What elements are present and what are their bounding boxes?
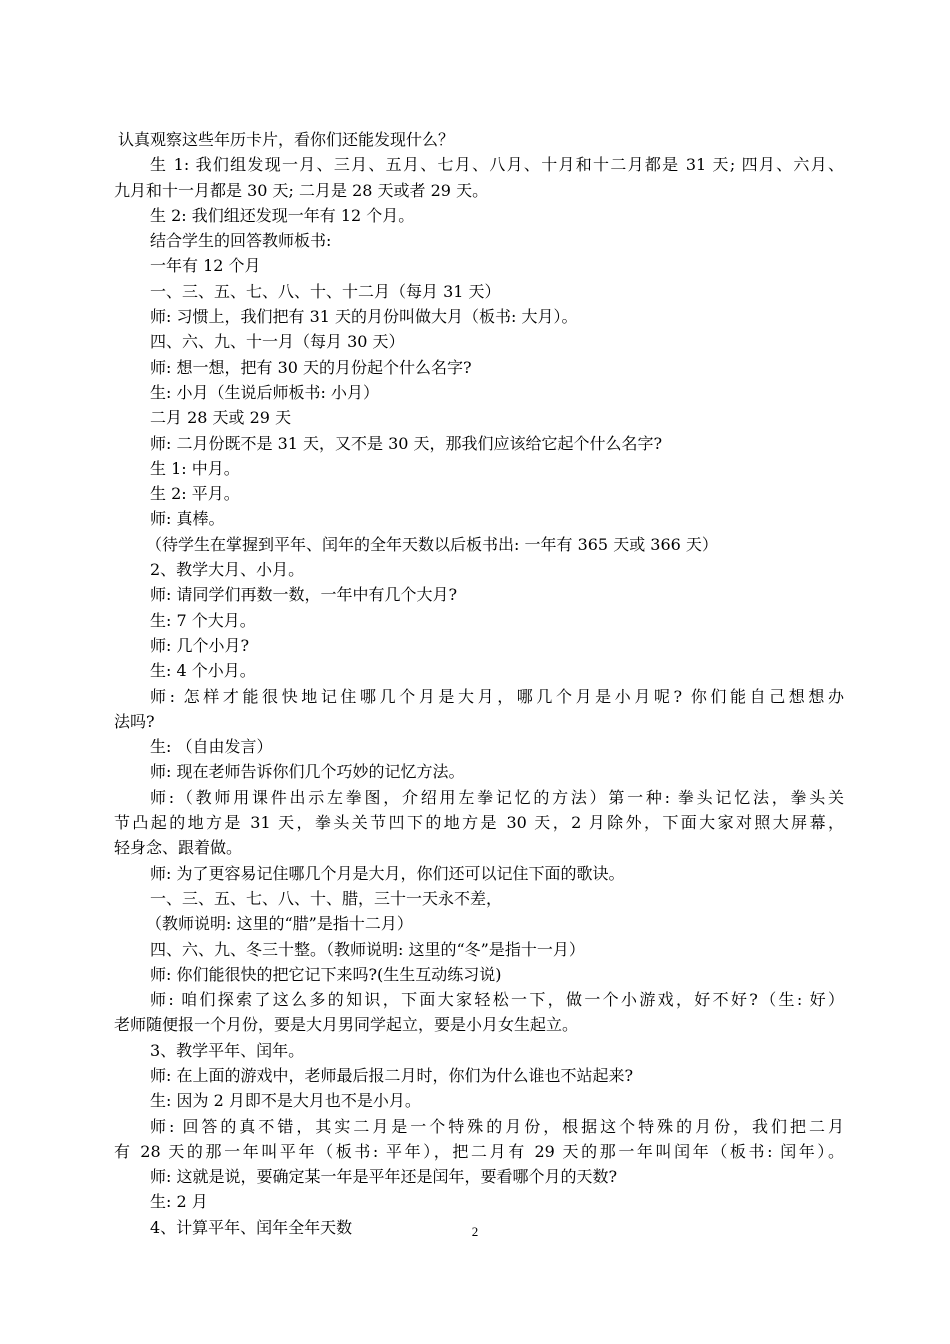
text-line: 有 28 天的那一年叫平年（板书: 平年），把二月有 29 天的那一年叫闰年（板书: 闰年）。 — [114, 1141, 844, 1161]
text-line: 结合学生的回答教师板书: — [150, 231, 332, 251]
text-line: 九月和十一月都是 30 天; 二月是 28 天或者 29 天。 — [114, 180, 489, 200]
body-text — [114, 127, 844, 1240]
text-line: 四、六、九、冬三十整。（教师说明: 这里的“冬”是指十一月） — [150, 939, 585, 959]
text-line: 生 2: 平月。 — [150, 484, 240, 504]
text-line: 师:（教师用课件出示左拳图，介绍用左拳记忆的方法）第一种: 拳头记忆法，拳头关 — [150, 787, 844, 807]
text-line: 一、三、五、七、八、十、十二月（每月 31 天） — [150, 281, 501, 301]
text-line: 生 1: 中月。 — [150, 458, 240, 478]
text-line: 轻身念、跟着做。 — [114, 838, 243, 858]
text-line: 师: 习惯上，我们把有 31 天的月份叫做大月（板书: 大月）。 — [150, 307, 578, 327]
text-line: 师: 请同学们再数一数，一年中有几个大月? — [150, 585, 458, 605]
text-line: 3、教学平年、闰年。 — [150, 1040, 305, 1060]
text-line: 生: 小月（生说后师板书: 小月） — [150, 382, 379, 402]
text-line: 四、六、九、十一月（每月 30 天） — [150, 332, 405, 352]
text-line: 老师随便报一个月份，要是大月男同学起立，要是小月女生起立。 — [114, 1015, 579, 1035]
text-line: 师: 在上面的游戏中，老师最后报二月时，你们为什么谁也不站起来? — [150, 1065, 634, 1085]
text-line: 一年有 12 个月 — [150, 256, 261, 276]
text-line: 师: 你们能很快的把它记下来吗?(生生互动练习说) — [150, 964, 502, 984]
text-line: 师: 现在老师告诉你们几个巧妙的记忆方法。 — [150, 762, 465, 782]
text-line: 4、计算平年、闰年全年天数 — [150, 1217, 353, 1237]
text-line: 师: 真棒。 — [150, 509, 225, 529]
text-line: 法吗? — [114, 711, 155, 731]
text-line: 师: 几个小月? — [150, 635, 250, 655]
text-line: 认真观察这些年历卡片，看你们还能发现什么？ — [118, 130, 455, 149]
text-line: 生: 7 个大月。 — [150, 610, 256, 630]
text-line: 生: 4 个小月。 — [150, 661, 256, 681]
text-line: 师: 咱们探索了这么多的知识，下面大家轻松一下，做一个小游戏，好不好?（生: 好） — [150, 990, 844, 1010]
text-line: 师: 回答的真不错，其实二月是一个特殊的月份，根据这个特殊的月份，我们把二月 — [150, 1116, 844, 1136]
text-line: 2、教学大月、小月。 — [150, 560, 305, 580]
text-line: 师: 这就是说，要确定某一年是平年还是闰年，要看哪个月的天数? — [150, 1167, 618, 1187]
text-line: （教师说明: 这里的“腊”是指十二月） — [146, 914, 413, 934]
text-line: 师: 想一想，把有 30 天的月份起个什么名字? — [150, 357, 472, 377]
text-line: 师: 怎样才能很快地记住哪几个月是大月，哪几个月是小月呢? 你们能自己想想办 — [150, 686, 844, 706]
text-line: 一、三、五、七、八、十、腊，三十一天永不差， — [150, 888, 503, 908]
text-line: 生: 2 月 — [150, 1192, 208, 1212]
text-line: 师: 二月份既不是 31 天，又不是 30 天，那我们应该给它起个什么名字? — [150, 433, 663, 453]
text-line: 节凸起的地方是 31 天，拳头关节凹下的地方是 30 天，2 月除外，下面大家对照大屏幕， — [114, 813, 844, 833]
text-line: 生: 因为 2 月即不是大月也不是小月。 — [150, 1091, 421, 1111]
text-line: 师: 为了更容易记住哪几个月是大月，你们还可以记住下面的歌诀。 — [150, 863, 625, 883]
text-line: 生 2: 我们组还发现一年有 12 个月。 — [150, 205, 415, 225]
text-line: 生 1: 我们组发现一月、三月、五月、七月、八月、十月和十二月都是 31 天; 四月、六月、 — [150, 155, 844, 175]
text-line: 生: （自由发言） — [150, 737, 273, 757]
text-line: （待学生在掌握到平年、闰年的全年天数以后板书出: 一年有 365 天或 366 天） — [146, 534, 718, 554]
page-number: 2 — [471, 1224, 479, 1239]
text-line: 二月 28 天或 29 天 — [150, 408, 292, 428]
